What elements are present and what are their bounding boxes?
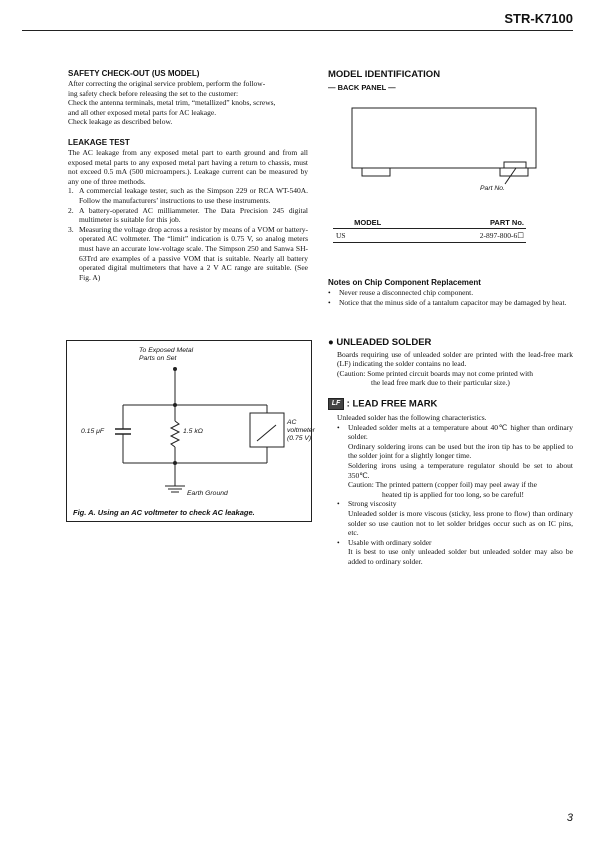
item-text: A battery-operated AC milliammeter. The Data Precision 245 digital multimeter is suitable for this job. (79, 205, 308, 225)
lead-free-title-text: : LEAD FREE MARK (346, 398, 438, 410)
leakage-intro: The AC leakage from any exposed metal part to earth ground and from all exposed metal parts to any exposed metal part having a return to chassis, must not exceed 0.5 mA (500 microampers.). Leakage current can be measured by any one of three methods. (68, 147, 308, 186)
col-part-header: PART No. (489, 218, 524, 227)
table-row (333, 229, 526, 243)
cell-part: 2-897-800-6☐ (479, 231, 524, 240)
resistor-label: 1.5 kΩ (183, 428, 203, 435)
unleaded-section (328, 338, 573, 566)
safety-line: Check leakage as described below. (68, 117, 173, 127)
list-item (337, 538, 573, 567)
chip-notes-title: Notes on Chip Component Replacement (328, 278, 481, 287)
label-line: (0.75 V) (287, 435, 312, 442)
back-panel-subtitle: — BACK PANEL — (328, 83, 396, 92)
header-rule (22, 30, 573, 31)
item-text: Unleaded solder is more viscous (sticky, less prone to flow) than ordinary solder so use caution not to let solder bridges occur such as on IC pins, etc. (348, 508, 573, 538)
leakage-item (68, 206, 308, 225)
bullet: • (328, 297, 331, 307)
item-caution: heated tip is applied for too long, so be careful! (382, 489, 525, 499)
leakage-item (68, 225, 308, 283)
model-header: STR-K7100 (504, 11, 573, 26)
item-text: Notice that the minus side of a tantalum capacitor may be damaged by heat. (339, 297, 567, 307)
item-number: 3. (68, 224, 74, 234)
bullet: • (337, 422, 340, 432)
model-id-title: MODEL IDENTIFICATION (328, 69, 441, 80)
safety-line: ing safety check before releasing the set to the customer: (68, 88, 239, 98)
voltmeter-label (287, 419, 315, 443)
unleaded-caution-2: the lead free mark due to their particular size.) (371, 378, 510, 388)
unleaded-body (328, 350, 573, 388)
left-column (68, 69, 308, 282)
label-line: To Exposed Metal (139, 347, 194, 354)
unleaded-title-text: UNLEADED SOLDER (336, 337, 432, 348)
lead-free-body (328, 413, 573, 567)
item-number: 2. (68, 205, 74, 215)
label-exposed-metal (139, 347, 193, 363)
table-header-row (333, 217, 526, 229)
item-text: It is best to use only unleaded solder but unleaded solder may also be added to ordinary solder. (348, 547, 573, 566)
safety-title: SAFETY CHECK-OUT (US MODEL) (68, 69, 200, 78)
item-text: Unleaded solder melts at a temperature about 40℃ higher than ordinary solder. (348, 422, 573, 442)
safety-line: and all other exposed metal parts for AC leakage. (68, 107, 217, 117)
item-text: A commercial leakage tester, such as the Simpson 229 or RCA WT-540A. Follow the manufacturers’ instructions to use these instruments. (79, 186, 308, 205)
list-item (337, 499, 573, 537)
figure-caption: Fig. A. Using an AC voltmeter to check AC leakage. (73, 508, 255, 517)
model-table (333, 217, 526, 243)
lead-free-title (328, 398, 573, 410)
figure-a (66, 340, 315, 522)
item-text: Ordinary soldering irons can be used but the iron tip has to be applied to the solder joint for a slightly longer time. (348, 441, 573, 461)
leakage-item (68, 186, 308, 205)
item-text: Measuring the voltage drop across a resistor by means of a VOM or battery-operated AC voltmeter. The “limit” indication is 0.75 V, so analog meters must have an accurate low-voltage scale. The Simpson 250 and Sanwa SH-63Trd are examples of a passive VOM that is suitable. Nearly all battery operated digital multimeters that have a 2 V AC range are suitable. (See Fig. A) (79, 224, 308, 282)
bullet: • (328, 288, 331, 297)
unleaded-caution-1: (Caution: Some printed circuit boards may not come printed with (337, 368, 533, 378)
item-caution: Caution: The printed pattern (copper foil) may peel away if the (348, 480, 537, 490)
bullet: • (337, 499, 340, 509)
label-line: voltmeter (287, 427, 315, 434)
earth-ground-label: Earth Ground (187, 490, 228, 497)
list-item (337, 423, 573, 500)
page-number: 3 (566, 812, 573, 824)
list-item (328, 288, 573, 298)
cell-model: US (336, 231, 346, 240)
item-text: Never reuse a disconnected chip component. (339, 288, 474, 297)
unleaded-p1: Boards requiring use of unleaded solder are printed with the lead-free mark (LF) indicating the solder contains no lead. (337, 349, 573, 369)
col-model-header: MODEL (354, 218, 382, 227)
leakage-title: LEAKAGE TEST (68, 137, 130, 147)
unleaded-title (328, 338, 573, 348)
item-text: Soldering irons using a temperature regulator should be set to about 350℃. (348, 460, 573, 480)
safety-line: Check the antenna terminals, metal trim, “metallized” knobs, screws, (68, 98, 276, 108)
item-text: Strong viscosity (348, 499, 397, 509)
item-number: 1. (68, 186, 74, 196)
bullet: • (337, 537, 340, 547)
part-no-callout: Part No. (480, 185, 505, 192)
list-item (328, 298, 573, 308)
label-line: Parts on Set (139, 355, 177, 362)
label-line: AC (287, 419, 297, 426)
back-panel-drawing (350, 106, 540, 196)
bullet-dot: ● (328, 337, 334, 348)
lf-mark-icon: LF (328, 398, 344, 410)
item-text: Usable with ordinary solder (348, 537, 432, 547)
safety-line: After correcting the original service problem, perform the follow- (68, 79, 266, 88)
capacitor-label: 0.15 μF (81, 428, 104, 435)
lead-free-intro: Unleaded solder has the following characteristics. (337, 412, 487, 422)
chip-notes (328, 278, 573, 307)
